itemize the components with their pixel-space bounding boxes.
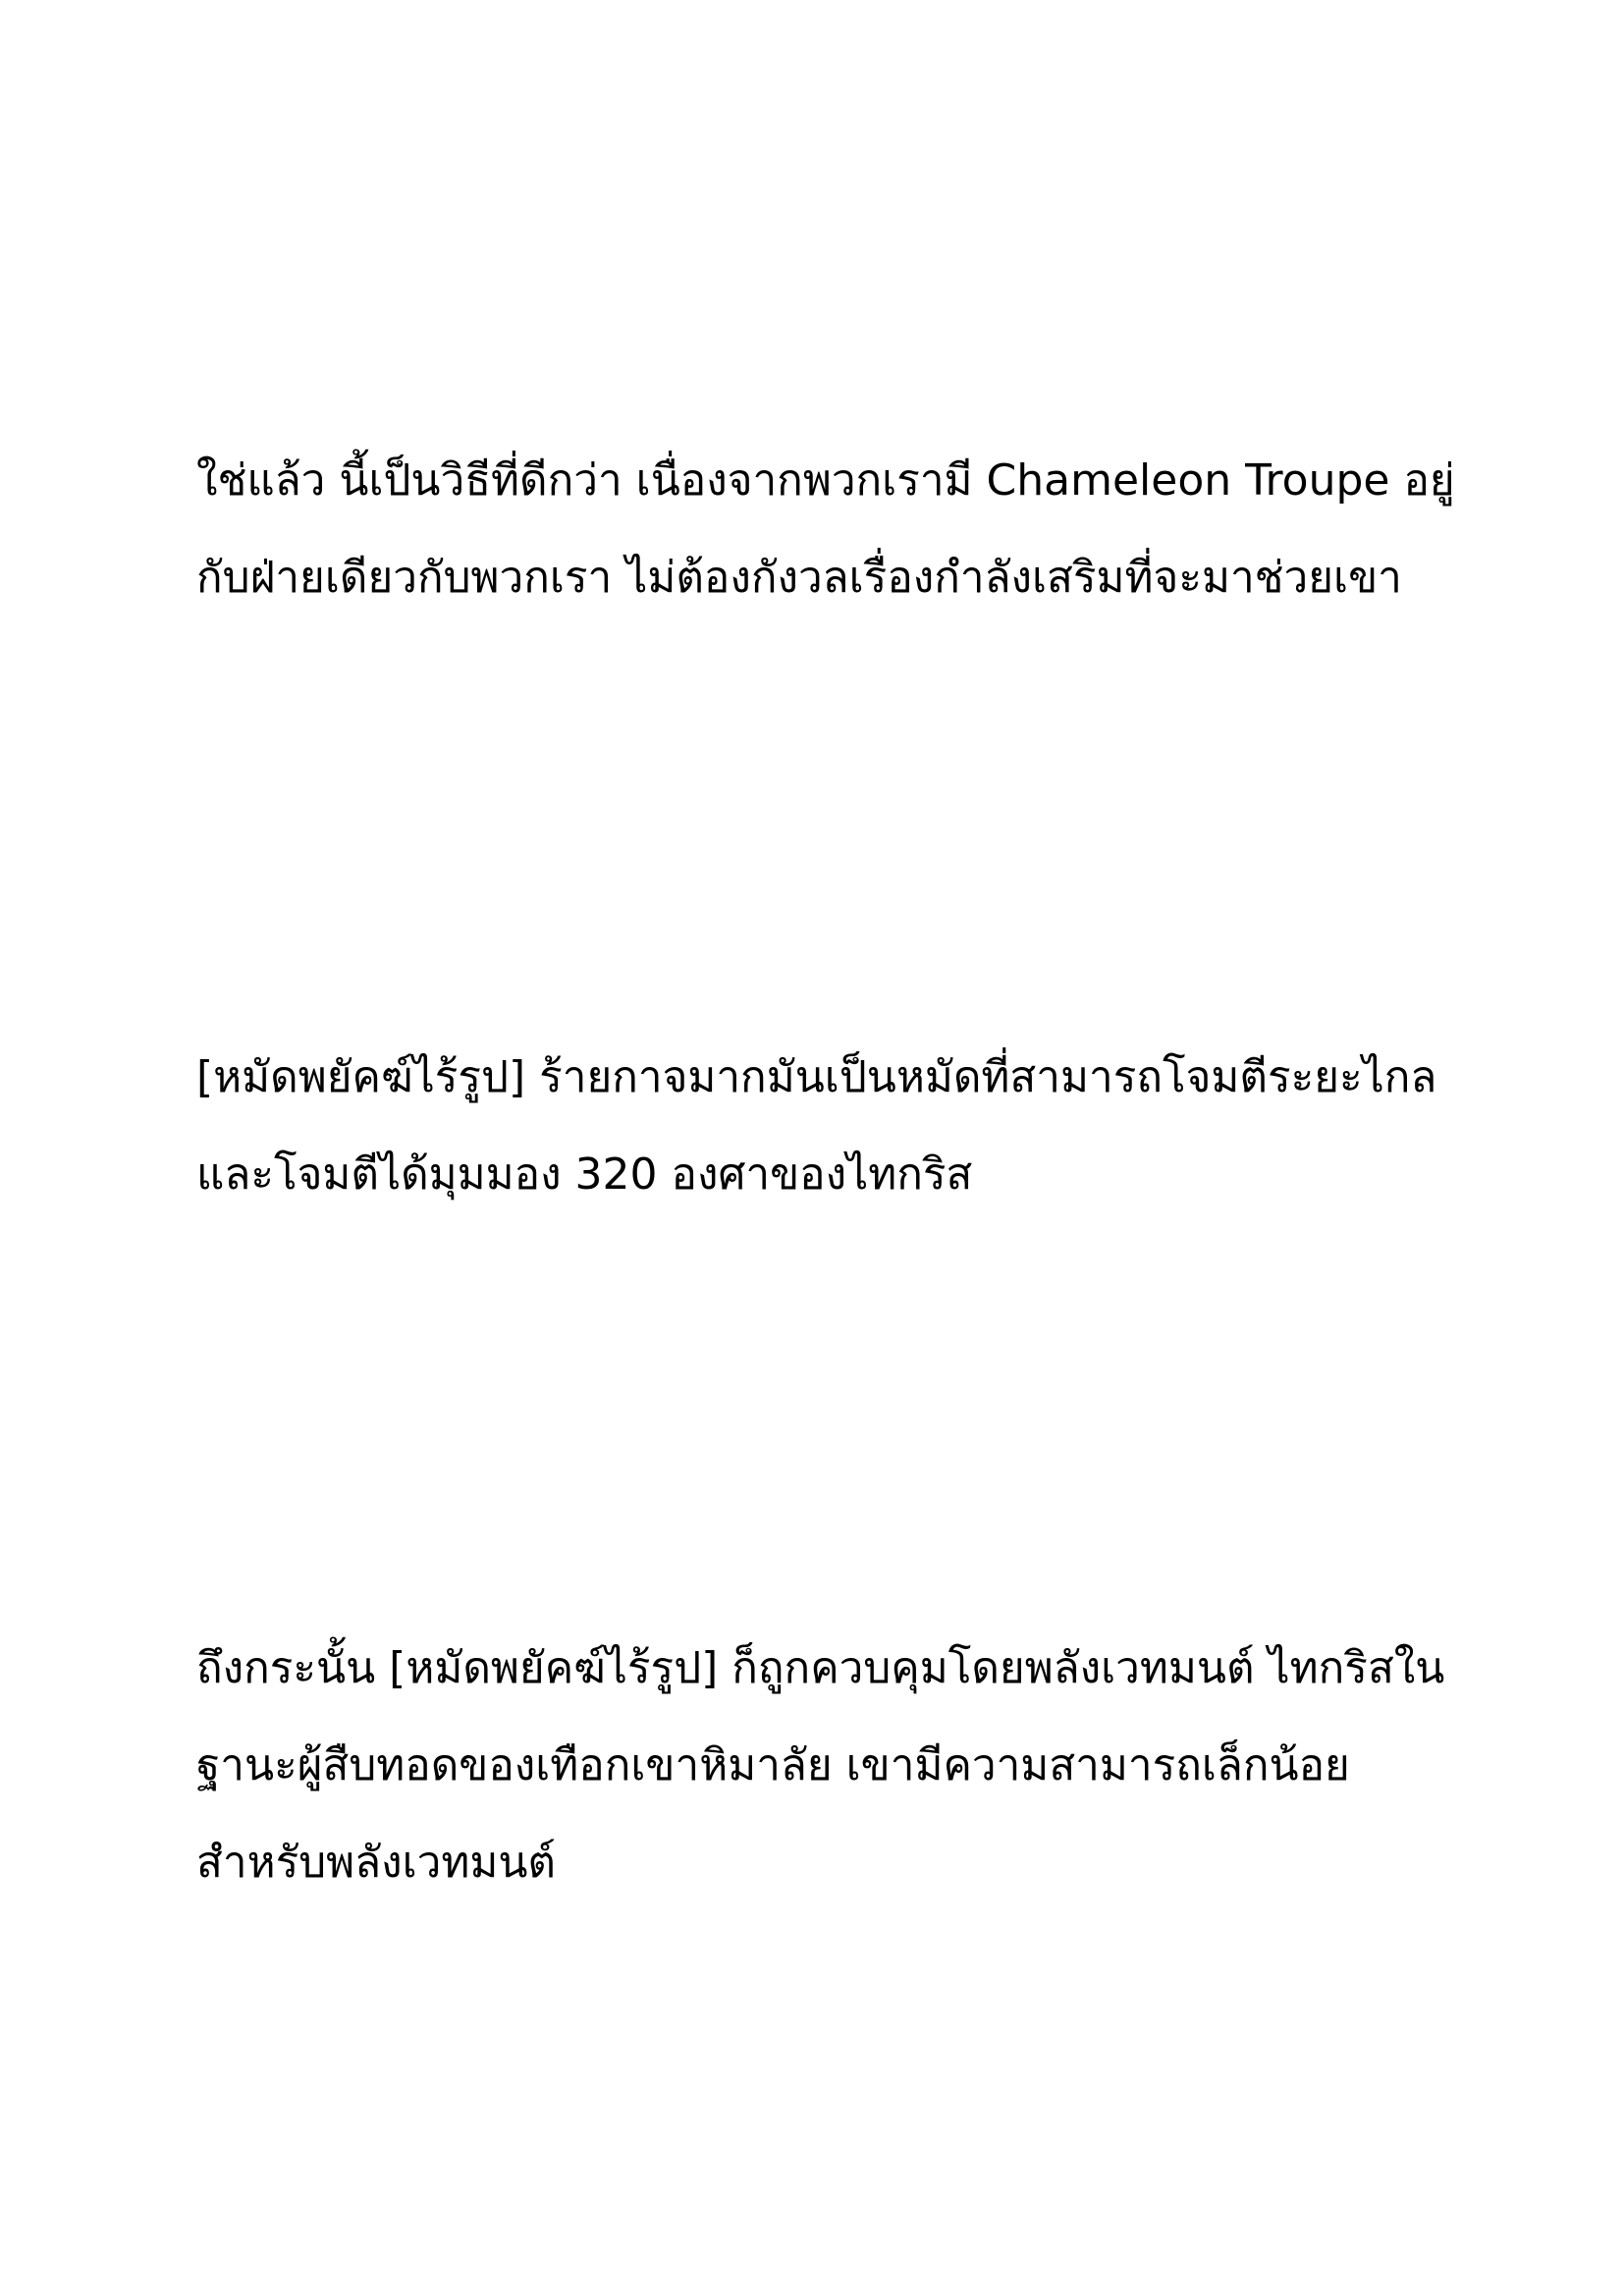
paragraph-2 [196,1029,1473,1223]
paragraph-1 [196,432,1473,626]
text-line: และโจมตีได้มุมมอง 320 องศาของไทกริส [196,1149,973,1200]
text-line: สำหรับพลังเวทมนต์ [196,1838,556,1888]
text-line: ฐานะผู้สืบทอดของเทือกเขาหิมาลัย เขามีความสามารถเล็กน้อย [196,1740,1350,1790]
paragraph-3 [196,1620,1473,1911]
text-line: กับฝ่ายเดียวกับพวกเรา ไม่ต้องกังวลเรื่องกำลังเสริมที่จะมาช่วยเขา [196,553,1402,603]
text-line: [หมัดพยัคฆ์ไร้รูป] ร้ายกาจมากมันเป็นหมัดที่สามารถโจมตีระยะไกล [196,1052,1437,1102]
text-line: ถึงกระนั้น [หมัดพยัคฆ์ไร้รูป] ก็ถูกควบคุมโดยพลังเวทมนต์ ไทกริสใน [196,1643,1445,1693]
text-line: ใช่แล้ว นี้เป็นวิธีที่ดีกว่า เนื่องจากพวกเรามี Chameleon Troupe อยู่ [196,455,1455,506]
